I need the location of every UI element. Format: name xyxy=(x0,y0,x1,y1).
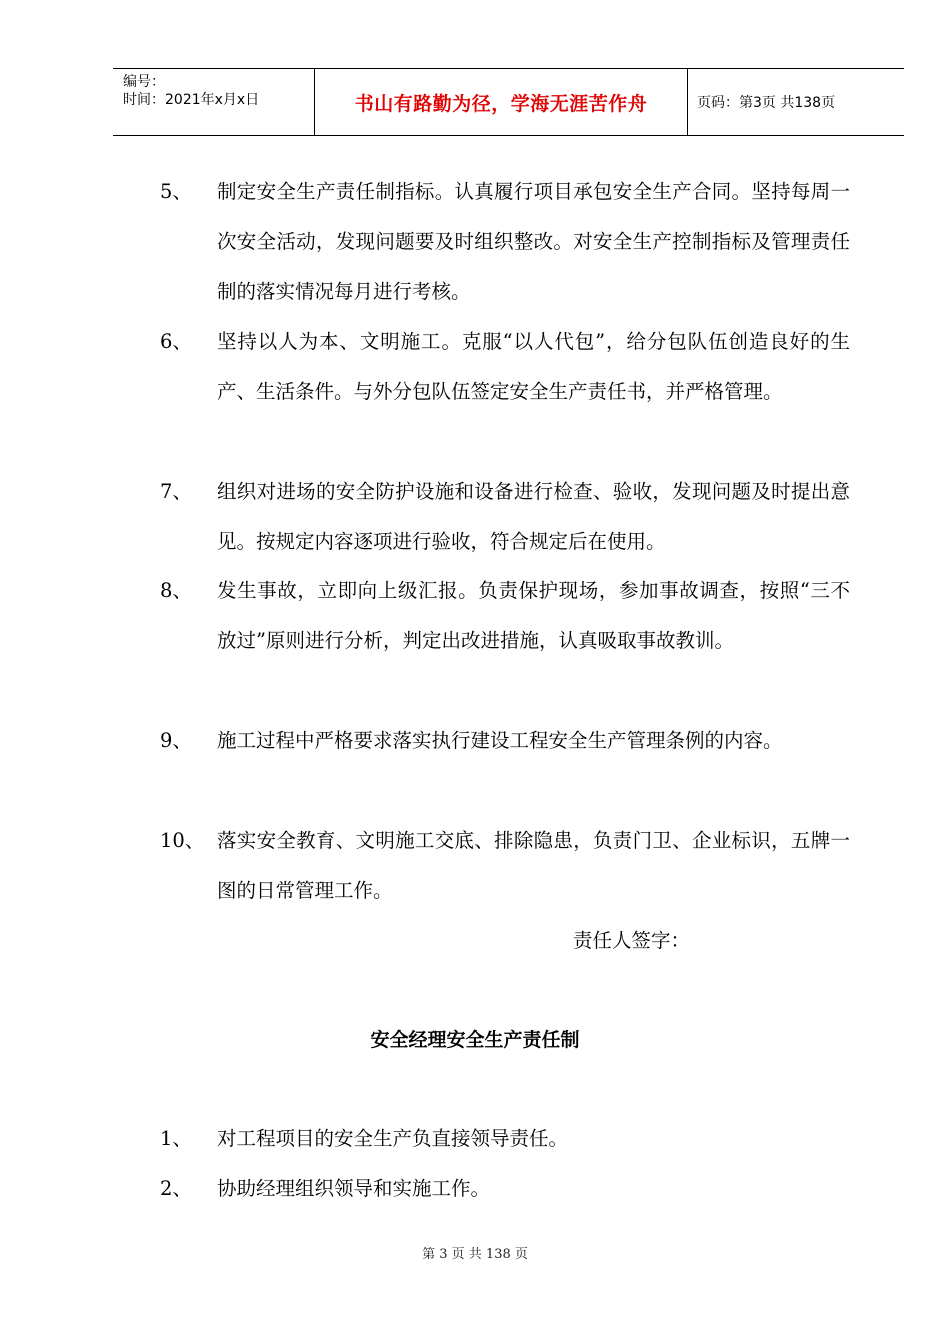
header-meta xyxy=(113,69,315,135)
page-footer: 第 3 页 共 138 页 xyxy=(422,1247,528,1262)
header-motto: 书山有路勤为径，学海无涯苦作舟 xyxy=(315,69,688,135)
item-number: 6、 xyxy=(160,330,192,353)
item-text: 落实安全教育、文明施工交底、排除隐患，负责门卫、企业标识，五牌一图的日常管理工作。 xyxy=(217,829,850,902)
item-text: 对工程项目的安全生产负直接领导责任。 xyxy=(217,1127,569,1150)
item-text: 协助经理组织领导和实施工作。 xyxy=(217,1177,491,1200)
page-header xyxy=(113,68,904,136)
item-text: 发生事故，立即向上级汇报。负责保护现场，参加事故调查，按照“三不放过”原则进行分析，判定出改进措施，认真吸取事故教训。 xyxy=(217,579,850,652)
list-item xyxy=(160,167,850,317)
section-title: 安全经理安全生产责任制 xyxy=(370,1029,580,1051)
document-number-label: 编号： xyxy=(123,74,165,90)
item-number: 2、 xyxy=(160,1177,192,1200)
list-item xyxy=(160,1164,850,1214)
item-number: 1、 xyxy=(160,1127,192,1150)
list-item xyxy=(160,566,850,666)
item-text: 坚持以人为本、文明施工。克服“以人代包”，给分包队伍创造良好的生产、生活条件。与外分包队伍签定安全生产责任书，并严格管理。 xyxy=(217,330,850,403)
item-number: 5、 xyxy=(160,180,192,203)
list-item xyxy=(160,716,850,766)
item-number: 8、 xyxy=(160,579,192,602)
item-text: 施工过程中严格要求落实执行建设工程安全生产管理条例的内容。 xyxy=(217,729,783,752)
list-item xyxy=(160,317,850,417)
header-page-info: 页码：第3页 共138页 xyxy=(697,95,836,111)
item-number: 7、 xyxy=(160,480,192,503)
list-item xyxy=(160,1114,850,1164)
item-number: 9、 xyxy=(160,729,192,752)
list-item xyxy=(160,467,850,567)
item-text: 组织对进场的安全防护设施和设备进行检查、验收，发现问题及时提出意见。按规定内容逐项进行验收，符合规定后在使用。 xyxy=(217,480,850,553)
item-number: 10、 xyxy=(160,829,205,852)
list-item xyxy=(160,816,850,916)
signature-label: 责任人签字： xyxy=(573,929,691,952)
document-time-label: 时间：2021年x月x日 xyxy=(123,92,260,108)
item-text: 制定安全生产责任制指标。认真履行项目承包安全生产合同。坚持每周一次安全活动，发现问题要及时组织整改。对安全生产控制指标及管理责任制的落实情况每月进行考核。 xyxy=(217,180,850,303)
